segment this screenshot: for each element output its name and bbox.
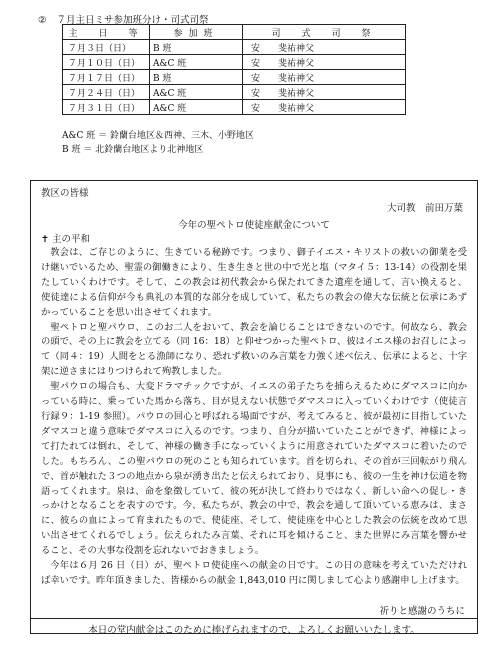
row-celebrant xyxy=(243,70,406,85)
section-number: ② xyxy=(38,15,47,26)
table-header-row xyxy=(63,25,406,40)
table-row xyxy=(63,100,406,115)
celebrant-surname: 安 xyxy=(251,58,261,69)
area-note-b: B 班 ＝ 北鈴蘭台地区より北神地区 xyxy=(62,145,204,155)
letter-body xyxy=(41,246,467,589)
row-group: A&C 班 xyxy=(150,55,243,70)
celebrant-name: 斐祐神父 xyxy=(278,103,315,114)
area-note-ac: A&C 班 ＝ 鈴蘭台地区＆西神、三木、小野地区 xyxy=(62,131,254,141)
row-celebrant xyxy=(243,85,406,100)
letter-recipient: 教区の皆様 xyxy=(41,188,89,199)
celebrant-surname: 安 xyxy=(251,43,261,54)
row-date: ７月２４日（日） xyxy=(63,85,150,100)
paragraph: 聖ペトロと聖パウロ、このお二人をおいて、教会を論じることはできないのです。何故なら、教会の頭で、その上に教会を立てる（同 16：18）と仰せつかった聖ペトロ、彼はイエス様のお召しによって（同４：19）人間をとる漁師になり、恐れず救いのみ言葉を力強く述べ伝え、伝承によると、十字架に逆さまにはりつけられて殉教しました。 xyxy=(41,321,467,378)
celebrant-name: 斐祐神父 xyxy=(278,43,315,54)
offering-notice: 本日の堂内献金はこのために捧げられますので、よろしくお願いいたします。 xyxy=(88,625,420,636)
table-row xyxy=(63,40,406,55)
row-celebrant xyxy=(243,100,406,115)
column-header-celebrant: 司 式 司 祭 xyxy=(243,25,406,40)
row-group: A&C 班 xyxy=(150,100,243,115)
table-row xyxy=(63,85,406,100)
celebrant-surname: 安 xyxy=(251,103,261,114)
table-row xyxy=(63,70,406,85)
archbishop-letter xyxy=(30,180,478,634)
row-group: B 班 xyxy=(150,40,243,55)
row-group: B 班 xyxy=(150,70,243,85)
row-date: ７月３日（日） xyxy=(63,40,150,55)
row-date: ７月３１日（日） xyxy=(63,100,150,115)
celebrant-surname: 安 xyxy=(251,88,261,99)
letter-greeting: ✝ 主の平和 xyxy=(41,234,90,245)
letter-sender: 大司教 前田万葉 xyxy=(386,203,463,214)
letter-closing: 祈りと感謝のうちに xyxy=(379,606,465,617)
row-celebrant xyxy=(243,40,406,55)
celebrant-name: 斐祐神父 xyxy=(278,73,315,84)
celebrant-name: 斐祐神父 xyxy=(278,88,315,99)
divider xyxy=(31,618,477,619)
celebrant-name: 斐祐神父 xyxy=(278,58,315,69)
row-celebrant xyxy=(243,55,406,70)
row-date: ７月１７日（日） xyxy=(63,70,150,85)
row-date: ７月１０日（日） xyxy=(63,55,150,70)
letter-title: 今年の聖ペトロ使徒座献金について xyxy=(178,220,330,231)
table-row xyxy=(63,55,406,70)
row-group: A&C 班 xyxy=(150,85,243,100)
paragraph: 今年は６月 26 日（日）が、聖ペトロ使徒座への献金の日です。この日の意味を考えていただければ幸いです。昨年頂きました、皆様からの献金 1,843,010 円に関しまして心より感謝申し上げます。 xyxy=(41,560,467,586)
paragraph: 聖パウロの場合も、大変ドラマチックですが、イエスの弟子たちを捕らえるためにダマスコに向かっている時に、乗っていた馬から落ち、目が見えない状態でダマスコに入っていくわけです（使徒言行録９：1-19 参照）。パウロの回心と呼ばれる場面ですが、考えてみると、彼が最初に目指していたダマスコと違う意味でダマスコに入るのです。つまり、自分が描いていたことができず、神様によって打たれては倒れ、そして、神様の働き手になっていくように用意されていたダマスコに着いたのでした。もちろん、この聖パウロの死のことも知られています。首を切られ、その首が三回転がり飛んで、首が触れた３つの地点から泉が湧き出たと伝えられており、見事にも、彼の一生を神け伝道を物語ってくれます。泉は、命を象徴していて、彼の死が決して終わりではなく、新しい命への促し・きっかけとなることを表すのです。今、私たちが、教会の中で、教会を通して頂いている恵みは、まさに、彼らの血によって育まれたもので、使徒座、そして、使徒座を中心とした教会の伝統を改めて思い出させてくれるでしょう。伝えられたみ言葉、それに耳を傾けること、また世界にみ言葉を響かせること、その大事な役割を忘れないでおきましょう。 xyxy=(41,381,467,557)
paragraph: 教会は、ご存じのように、生きている秘跡です。つまり、御子イエス・キリストの救いの御業を受け継いでいるため、聖霊の御働きにより、生き生きと世の中で光と塩（マタイ５：13-14）の役割を果たしていくわけです。そして、この教会は初代教会から保たれてきた遺産を通して、言い換えると、使徒達による信仰が今も典礼の本質的な部分を成していて、私たちの教会の偉大な伝統と伝承にあずかっていることを思い出させてくれます。 xyxy=(41,247,468,318)
celebrant-surname: 安 xyxy=(251,73,261,84)
mass-schedule-table xyxy=(62,24,406,115)
column-header-group: 参加班 xyxy=(150,25,243,40)
column-header-sunday: 主 日 等 xyxy=(63,25,150,40)
schedule-title: ７月主日ミサ参加班分け・司式司祭 xyxy=(56,15,209,26)
